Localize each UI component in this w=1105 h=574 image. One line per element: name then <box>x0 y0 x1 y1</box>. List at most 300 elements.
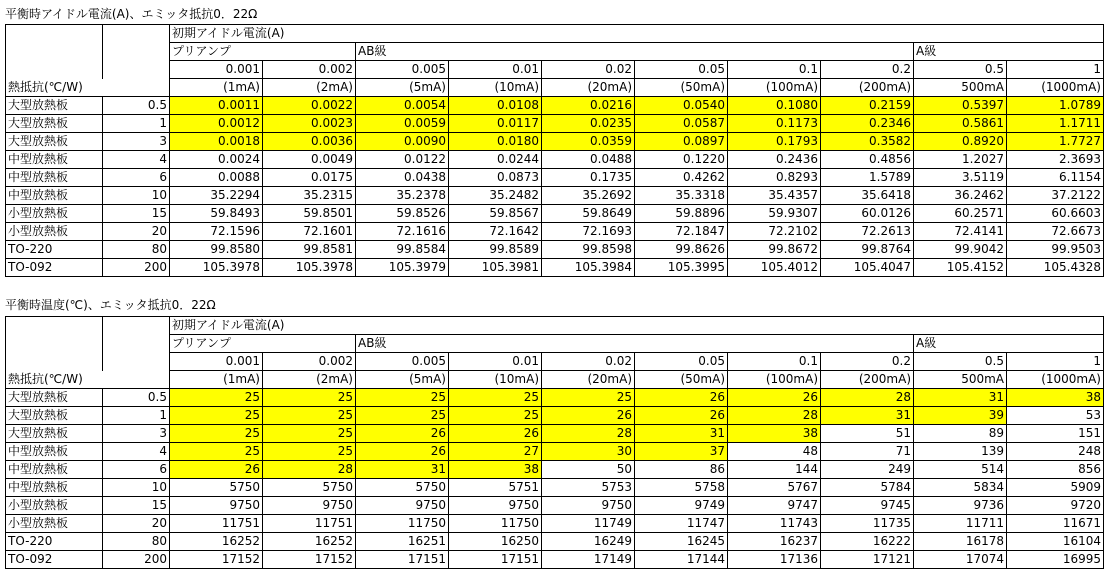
table-cell: 99.8626 <box>635 241 728 259</box>
table-cell: 1.1711 <box>1007 115 1104 133</box>
table-row <box>6 425 1104 443</box>
heatsink-name: 中型放熱板 <box>6 443 103 461</box>
class-label: プリアンプ <box>170 43 263 61</box>
heatsink-name: 中型放熱板 <box>6 479 103 497</box>
table-row <box>6 223 1104 241</box>
table-cell: 28 <box>821 389 914 407</box>
table-cell: 31 <box>356 461 449 479</box>
table-cell: 11751 <box>263 515 356 533</box>
table-cell: 6.1154 <box>1007 169 1104 187</box>
current-label: (2mA) <box>263 371 356 389</box>
table-cell: 26 <box>356 443 449 461</box>
table-cell: 25 <box>263 407 356 425</box>
table-cell: 105.3978 <box>263 259 356 277</box>
table-cell: 0.0235 <box>542 115 635 133</box>
table-cell: 38 <box>1007 389 1104 407</box>
table-cell: 105.4328 <box>1007 259 1104 277</box>
table-cell: 0.0090 <box>356 133 449 151</box>
thermal-resistance-label: 熱抵抗(℃/W) <box>6 79 103 97</box>
table-cell: 0.0108 <box>449 97 542 115</box>
thermal-resistance: 3 <box>103 133 170 151</box>
table-cell: 0.0122 <box>356 151 449 169</box>
current-label: (50mA) <box>635 371 728 389</box>
table-cell: 0.0117 <box>449 115 542 133</box>
group-header-fill <box>914 317 1007 335</box>
table-cell: 0.4262 <box>635 169 728 187</box>
table-cell: 105.3984 <box>542 259 635 277</box>
table-cell: 25 <box>170 425 263 443</box>
table-row <box>6 443 1104 461</box>
thermal-resistance: 200 <box>103 551 170 569</box>
table-cell: 25 <box>356 389 449 407</box>
table-row <box>6 497 1104 515</box>
table-cell: 25 <box>263 443 356 461</box>
table-cell: 0.0054 <box>356 97 449 115</box>
header-row-labels <box>6 371 1104 389</box>
current-label: (50mA) <box>635 79 728 97</box>
table-cell: 0.1173 <box>728 115 821 133</box>
table-cell: 0.0180 <box>449 133 542 151</box>
current-value: 0.002 <box>263 61 356 79</box>
table-cell: 72.1642 <box>449 223 542 241</box>
thermal-resistance: 15 <box>103 205 170 223</box>
table-cell: 514 <box>914 461 1007 479</box>
class-label-fill <box>263 43 356 61</box>
table-cell: 59.8567 <box>449 205 542 223</box>
class-label-fill <box>449 43 542 61</box>
table-cell: 59.8493 <box>170 205 263 223</box>
heatsink-name: 大型放熱板 <box>6 407 103 425</box>
table-cell: 35.2482 <box>449 187 542 205</box>
heatsink-name: TO-220 <box>6 241 103 259</box>
corner-cell <box>6 25 103 43</box>
table-cell: 9750 <box>449 497 542 515</box>
group-header-fill <box>635 317 728 335</box>
current-label: (10mA) <box>449 79 542 97</box>
table-cell: 0.0018 <box>170 133 263 151</box>
current-value: 0.1 <box>728 61 821 79</box>
table-cell: 17136 <box>728 551 821 569</box>
table-cell: 99.8581 <box>263 241 356 259</box>
class-label-fill <box>542 43 635 61</box>
current-value: 0.001 <box>170 353 263 371</box>
table-cell: 17144 <box>635 551 728 569</box>
table-cell: 0.0012 <box>170 115 263 133</box>
table-cell: 856 <box>1007 461 1104 479</box>
table-cell: 0.5397 <box>914 97 1007 115</box>
current-value: 1 <box>1007 61 1104 79</box>
table-cell: 0.8293 <box>728 169 821 187</box>
thermal-resistance: 10 <box>103 479 170 497</box>
thermal-resistance: 0.5 <box>103 389 170 407</box>
table-cell: 0.0438 <box>356 169 449 187</box>
class-label: A級 <box>914 335 1007 353</box>
current-value: 0.5 <box>914 61 1007 79</box>
table-cell: 86 <box>635 461 728 479</box>
current-label: (20mA) <box>542 79 635 97</box>
table-cell: 11671 <box>1007 515 1104 533</box>
table-cell: 50 <box>542 461 635 479</box>
table-cell: 5750 <box>170 479 263 497</box>
table-cell: 9747 <box>728 497 821 515</box>
table-cell: 60.0126 <box>821 205 914 223</box>
table-cell: 16222 <box>821 533 914 551</box>
table-cell: 11751 <box>170 515 263 533</box>
table-cell: 0.1080 <box>728 97 821 115</box>
table-cell: 9750 <box>542 497 635 515</box>
table-cell: 0.2159 <box>821 97 914 115</box>
table-cell: 59.8649 <box>542 205 635 223</box>
table-cell: 17152 <box>170 551 263 569</box>
class-label: プリアンプ <box>170 335 263 353</box>
table-cell: 72.1693 <box>542 223 635 241</box>
current-value: 0.01 <box>449 353 542 371</box>
table-cell: 72.1847 <box>635 223 728 241</box>
header-row-labels <box>6 79 1104 97</box>
table-cell: 0.0036 <box>263 133 356 151</box>
table-cell: 99.8589 <box>449 241 542 259</box>
table-cell: 71 <box>821 443 914 461</box>
heatsink-name: TO-092 <box>6 259 103 277</box>
heatsink-name: 小型放熱板 <box>6 515 103 533</box>
thermal-resistance: 0.5 <box>103 97 170 115</box>
table-cell: 248 <box>1007 443 1104 461</box>
group-header-fill <box>356 317 449 335</box>
table-cell: 0.2436 <box>728 151 821 169</box>
table-cell: 16237 <box>728 533 821 551</box>
table-cell: 16104 <box>1007 533 1104 551</box>
group-header-fill <box>821 25 914 43</box>
table-cell: 37 <box>635 443 728 461</box>
table-cell: 26 <box>356 425 449 443</box>
thermal-resistance: 20 <box>103 515 170 533</box>
table-cell: 89 <box>914 425 1007 443</box>
table-cell: 25 <box>356 407 449 425</box>
table-cell: 25 <box>449 407 542 425</box>
table-cell: 16995 <box>1007 551 1104 569</box>
group-header-fill <box>542 25 635 43</box>
table-cell: 5784 <box>821 479 914 497</box>
table-cell: 72.2102 <box>728 223 821 241</box>
heatsink-name: TO-220 <box>6 533 103 551</box>
heatsink-name: 大型放熱板 <box>6 389 103 407</box>
table-cell: 99.9042 <box>914 241 1007 259</box>
table-cell: 0.0488 <box>542 151 635 169</box>
heatsink-name: 大型放熱板 <box>6 133 103 151</box>
table-cell: 36.2462 <box>914 187 1007 205</box>
current-label: (20mA) <box>542 371 635 389</box>
table-cell: 9749 <box>635 497 728 515</box>
current-label: (100mA) <box>728 371 821 389</box>
current-value: 0.002 <box>263 353 356 371</box>
table-cell: 105.3979 <box>356 259 449 277</box>
table-cell: 31 <box>635 425 728 443</box>
table-cell: 38 <box>449 461 542 479</box>
table-cell: 25 <box>170 389 263 407</box>
table-cell: 17151 <box>356 551 449 569</box>
table-cell: 11711 <box>914 515 1007 533</box>
table-cell: 99.8672 <box>728 241 821 259</box>
table-cell: 59.8896 <box>635 205 728 223</box>
current-value: 0.01 <box>449 61 542 79</box>
current-label: (100mA) <box>728 79 821 97</box>
table-cell: 26 <box>728 389 821 407</box>
thermal-resistance: 6 <box>103 169 170 187</box>
table-cell: 16251 <box>356 533 449 551</box>
table-cell: 35.2692 <box>542 187 635 205</box>
table-cell: 151 <box>1007 425 1104 443</box>
table-cell: 30 <box>542 443 635 461</box>
table-row <box>6 515 1104 533</box>
table-cell: 9736 <box>914 497 1007 515</box>
group-header-fill <box>635 25 728 43</box>
table-cell: 16252 <box>263 533 356 551</box>
table-cell: 35.6418 <box>821 187 914 205</box>
current-label: (2mA) <box>263 79 356 97</box>
table-cell: 25 <box>263 425 356 443</box>
corner-cell <box>6 317 103 335</box>
table-row <box>6 133 1104 151</box>
table-cell: 28 <box>542 425 635 443</box>
table-cell: 25 <box>170 443 263 461</box>
table-cell: 139 <box>914 443 1007 461</box>
table-cell: 0.5861 <box>914 115 1007 133</box>
current-label: (1000mA) <box>1007 371 1104 389</box>
header-row-group <box>6 25 1104 43</box>
table-cell: 9750 <box>356 497 449 515</box>
table-cell: 1.0789 <box>1007 97 1104 115</box>
table-cell: 17074 <box>914 551 1007 569</box>
table-cell: 16249 <box>542 533 635 551</box>
table-cell: 11750 <box>449 515 542 533</box>
table-cell: 249 <box>821 461 914 479</box>
table-cell: 0.0587 <box>635 115 728 133</box>
table-cell: 25 <box>542 389 635 407</box>
table-cell: 59.9307 <box>728 205 821 223</box>
table-cell: 0.0024 <box>170 151 263 169</box>
table-cell: 1.2027 <box>914 151 1007 169</box>
class-label-fill <box>728 43 821 61</box>
table-cell: 99.8580 <box>170 241 263 259</box>
class-label: AB級 <box>356 335 449 353</box>
table-cell: 0.0011 <box>170 97 263 115</box>
table-cell: 99.8584 <box>356 241 449 259</box>
table1-title: 平衡時アイドル電流(A)、エミッタ抵抗0．22Ω <box>5 7 258 21</box>
thermal-resistance: 10 <box>103 187 170 205</box>
table-cell: 3.5119 <box>914 169 1007 187</box>
current-label: (5mA) <box>356 371 449 389</box>
table-cell: 59.8501 <box>263 205 356 223</box>
temperature-table <box>5 316 1104 569</box>
table-cell: 31 <box>914 389 1007 407</box>
thermal-label-fill <box>103 79 170 97</box>
current-label: 500mA <box>914 371 1007 389</box>
table-cell: 0.1735 <box>542 169 635 187</box>
header-row-currents <box>6 61 1104 79</box>
thermal-resistance: 6 <box>103 461 170 479</box>
table-cell: 5834 <box>914 479 1007 497</box>
table-cell: 35.2294 <box>170 187 263 205</box>
table-cell: 0.0244 <box>449 151 542 169</box>
table-cell: 5758 <box>635 479 728 497</box>
current-label: (1mA) <box>170 79 263 97</box>
current-value: 0.02 <box>542 353 635 371</box>
corner-cell <box>6 61 103 79</box>
table-cell: 0.2346 <box>821 115 914 133</box>
corner-cell <box>103 335 170 353</box>
table-cell: 0.0216 <box>542 97 635 115</box>
table-cell: 1.7727 <box>1007 133 1104 151</box>
table-cell: 0.0049 <box>263 151 356 169</box>
table2-title: 平衡時温度(℃)、エミッタ抵抗0．22Ω <box>5 298 216 312</box>
corner-cell <box>6 353 103 371</box>
heatsink-name: 小型放熱板 <box>6 497 103 515</box>
table-cell: 48 <box>728 443 821 461</box>
table-cell: 25 <box>170 407 263 425</box>
corner-cell <box>103 353 170 371</box>
table-cell: 5767 <box>728 479 821 497</box>
current-label: 500mA <box>914 79 1007 97</box>
table-cell: 5751 <box>449 479 542 497</box>
thermal-resistance: 1 <box>103 115 170 133</box>
group-header-fill <box>914 25 1007 43</box>
table-cell: 72.2613 <box>821 223 914 241</box>
thermal-resistance: 4 <box>103 443 170 461</box>
class-label-fill <box>635 335 728 353</box>
class-label-fill <box>263 335 356 353</box>
current-value: 0.1 <box>728 353 821 371</box>
thermal-resistance: 80 <box>103 241 170 259</box>
header-row-group <box>6 317 1104 335</box>
table-cell: 0.1793 <box>728 133 821 151</box>
table-cell: 35.2315 <box>263 187 356 205</box>
class-label-fill <box>821 335 914 353</box>
class-label-fill <box>449 335 542 353</box>
table-cell: 16178 <box>914 533 1007 551</box>
group-header-fill <box>449 317 542 335</box>
table-cell: 51 <box>821 425 914 443</box>
thermal-resistance: 200 <box>103 259 170 277</box>
table-cell: 2.3693 <box>1007 151 1104 169</box>
current-label: (200mA) <box>821 79 914 97</box>
table-cell: 11747 <box>635 515 728 533</box>
current-value: 0.005 <box>356 353 449 371</box>
thermal-label-fill <box>103 371 170 389</box>
class-label-fill <box>635 43 728 61</box>
current-value: 0.005 <box>356 61 449 79</box>
group-header: 初期アイドル電流(A) <box>170 317 263 335</box>
table-row <box>6 259 1104 277</box>
thermal-resistance: 80 <box>103 533 170 551</box>
table-cell: 17121 <box>821 551 914 569</box>
table-cell: 5753 <box>542 479 635 497</box>
header-row-class <box>6 43 1104 61</box>
class-label-fill <box>1007 335 1104 353</box>
table-cell: 105.4047 <box>821 259 914 277</box>
table-cell: 105.3978 <box>170 259 263 277</box>
table-row <box>6 115 1104 133</box>
group-header-fill <box>1007 25 1104 43</box>
current-value: 0.5 <box>914 353 1007 371</box>
group-header: 初期アイドル電流(A) <box>170 25 263 43</box>
table-cell: 105.3981 <box>449 259 542 277</box>
table-cell: 26 <box>542 407 635 425</box>
thermal-resistance: 20 <box>103 223 170 241</box>
table-row <box>6 389 1104 407</box>
thermal-resistance-label: 熱抵抗(℃/W) <box>6 371 103 389</box>
table-cell: 99.8764 <box>821 241 914 259</box>
table-cell: 31 <box>821 407 914 425</box>
table-row <box>6 461 1104 479</box>
current-label: (1000mA) <box>1007 79 1104 97</box>
thermal-resistance: 3 <box>103 425 170 443</box>
table-row <box>6 479 1104 497</box>
table-cell: 16245 <box>635 533 728 551</box>
table-cell: 25 <box>449 389 542 407</box>
corner-cell <box>103 317 170 335</box>
class-label-fill <box>542 335 635 353</box>
current-label: (200mA) <box>821 371 914 389</box>
table-row <box>6 151 1104 169</box>
class-label: A級 <box>914 43 1007 61</box>
table-row <box>6 169 1104 187</box>
table-cell: 0.1220 <box>635 151 728 169</box>
thermal-resistance: 1 <box>103 407 170 425</box>
table-cell: 60.6603 <box>1007 205 1104 223</box>
idle-current-table <box>5 24 1104 277</box>
current-value: 0.05 <box>635 353 728 371</box>
table-cell: 26 <box>449 425 542 443</box>
table-cell: 16252 <box>170 533 263 551</box>
table-row <box>6 205 1104 223</box>
table-row <box>6 97 1104 115</box>
table-row <box>6 551 1104 569</box>
table-cell: 72.4141 <box>914 223 1007 241</box>
table-cell: 0.4856 <box>821 151 914 169</box>
group-header-fill <box>449 25 542 43</box>
thermal-resistance: 15 <box>103 497 170 515</box>
table-cell: 60.2571 <box>914 205 1007 223</box>
table-cell: 26 <box>635 389 728 407</box>
table-cell: 72.1601 <box>263 223 356 241</box>
heatsink-name: 大型放熱板 <box>6 97 103 115</box>
group-header-fill <box>728 317 821 335</box>
table-cell: 105.4012 <box>728 259 821 277</box>
table-cell: 144 <box>728 461 821 479</box>
table-cell: 1.5789 <box>821 169 914 187</box>
current-value: 0.2 <box>821 61 914 79</box>
table-cell: 27 <box>449 443 542 461</box>
table-cell: 35.2378 <box>356 187 449 205</box>
corner-cell <box>6 335 103 353</box>
table-cell: 0.0022 <box>263 97 356 115</box>
table-cell: 0.0175 <box>263 169 356 187</box>
table-cell: 26 <box>170 461 263 479</box>
table-cell: 17151 <box>449 551 542 569</box>
table-cell: 53 <box>1007 407 1104 425</box>
class-label-fill <box>821 43 914 61</box>
thermal-resistance: 4 <box>103 151 170 169</box>
table-cell: 35.4357 <box>728 187 821 205</box>
corner-cell <box>103 25 170 43</box>
current-label: (5mA) <box>356 79 449 97</box>
table-cell: 0.0023 <box>263 115 356 133</box>
heatsink-name: 中型放熱板 <box>6 187 103 205</box>
table-row <box>6 407 1104 425</box>
table-cell: 28 <box>263 461 356 479</box>
group-header-fill <box>821 317 914 335</box>
table-cell: 9750 <box>170 497 263 515</box>
